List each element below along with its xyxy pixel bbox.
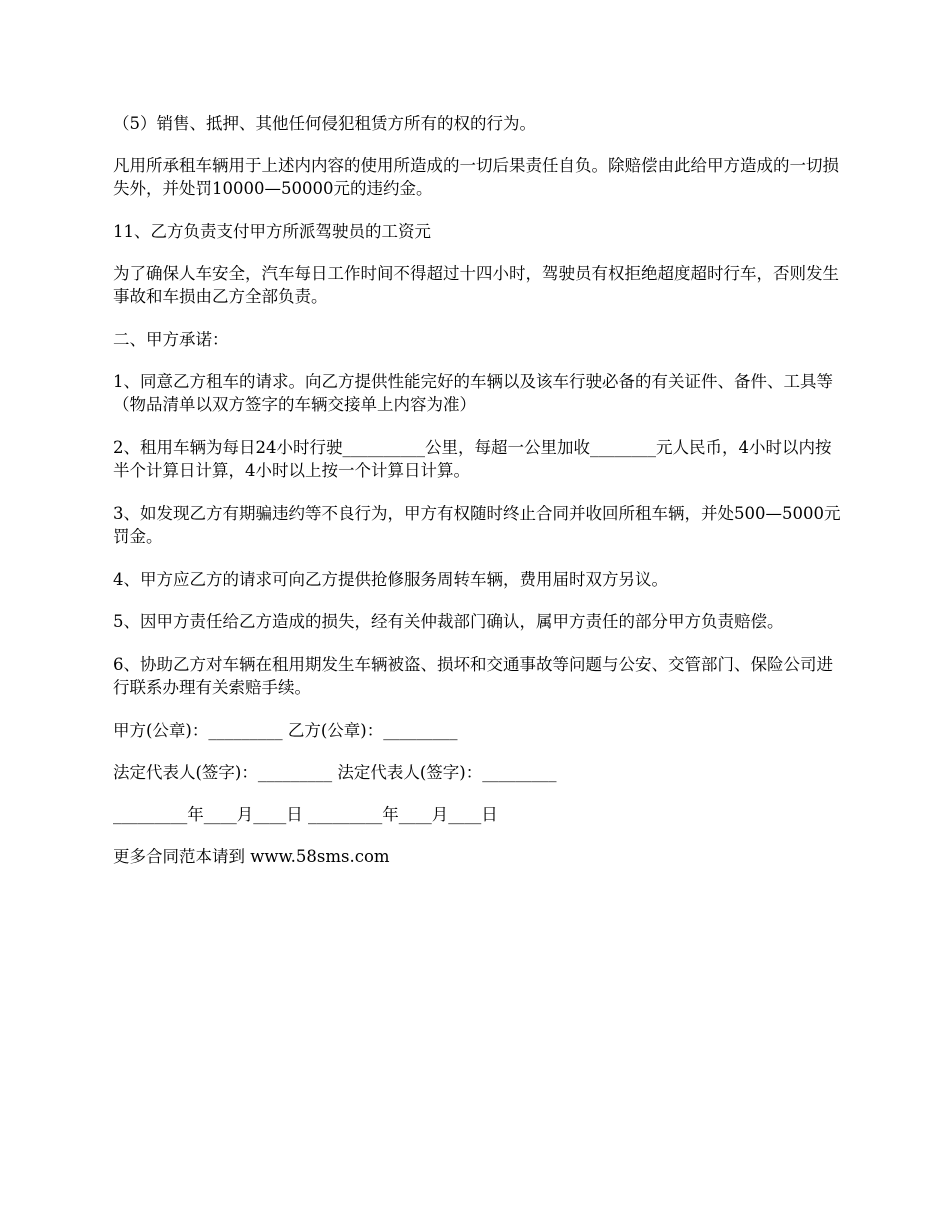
section-heading-party-a: 二、甲方承诺： <box>113 330 229 349</box>
signature-seal-line: 甲方(公章)：_________ 乙方(公章)：_________ <box>113 721 458 740</box>
paragraph-liability: 凡用所承租车辆用于上述内内容的使用所造成的一切后果责任自负。除赔偿由此给甲方造成的一切损失外，并处罚10000—50000元的违约金。 <box>113 156 839 198</box>
paragraph-promise-5: 5、因甲方责任给乙方造成的损失，经有关仲裁部门确认，属甲方责任的部分甲方负责赔偿。 <box>113 612 784 631</box>
signature-date-line: _________年____月____日 _________年____月____日 <box>113 805 498 824</box>
signature-representative-line: 法定代表人(签字)：_________ 法定代表人(签字)：_________ <box>113 763 557 782</box>
paragraph-clause-5: （5）销售、抵押、其他任何侵犯租赁方所有的权的行为。 <box>113 114 536 133</box>
paragraph-clause-11: 11、乙方负责支付甲方所派驾驶员的工资元 <box>113 222 431 241</box>
paragraph-promise-1: 1、同意乙方租车的请求。向乙方提供性能完好的车辆以及该车行驶必备的有关证件、备件、工具等（物品清单以双方签字的车辆交接单上内容为准） <box>113 372 833 414</box>
paragraph-promise-6: 6、协助乙方对车辆在租用期发生车辆被盗、损坏和交通事故等问题与公安、交管部门、保险公司进行联系办理有关索赔手续。 <box>113 655 833 697</box>
paragraph-promise-2: 2、租用车辆为每日24小时行驶__________公里，每超一公里加收________元人民币，4小时以内按半个计算日计算，4小时以上按一个计算日计算。 <box>113 438 832 480</box>
document-page <box>113 112 843 887</box>
paragraph-promise-4: 4、甲方应乙方的请求可向乙方提供抢修服务周转车辆，费用届时双方另议。 <box>113 570 668 589</box>
paragraph-promise-3: 3、如发现乙方有期骗违约等不良行为，甲方有权随时终止合同并收回所租车辆，并处500—5000元罚金。 <box>113 504 841 546</box>
paragraph-safety: 为了确保人车安全，汽车每日工作时间不得超过十四小时，驾驶员有权拒绝超度超时行车，否则发生事故和车损由乙方全部负责。 <box>113 264 839 306</box>
footer-more-contracts: 更多合同范本请到 www.58sms.com <box>113 847 390 866</box>
